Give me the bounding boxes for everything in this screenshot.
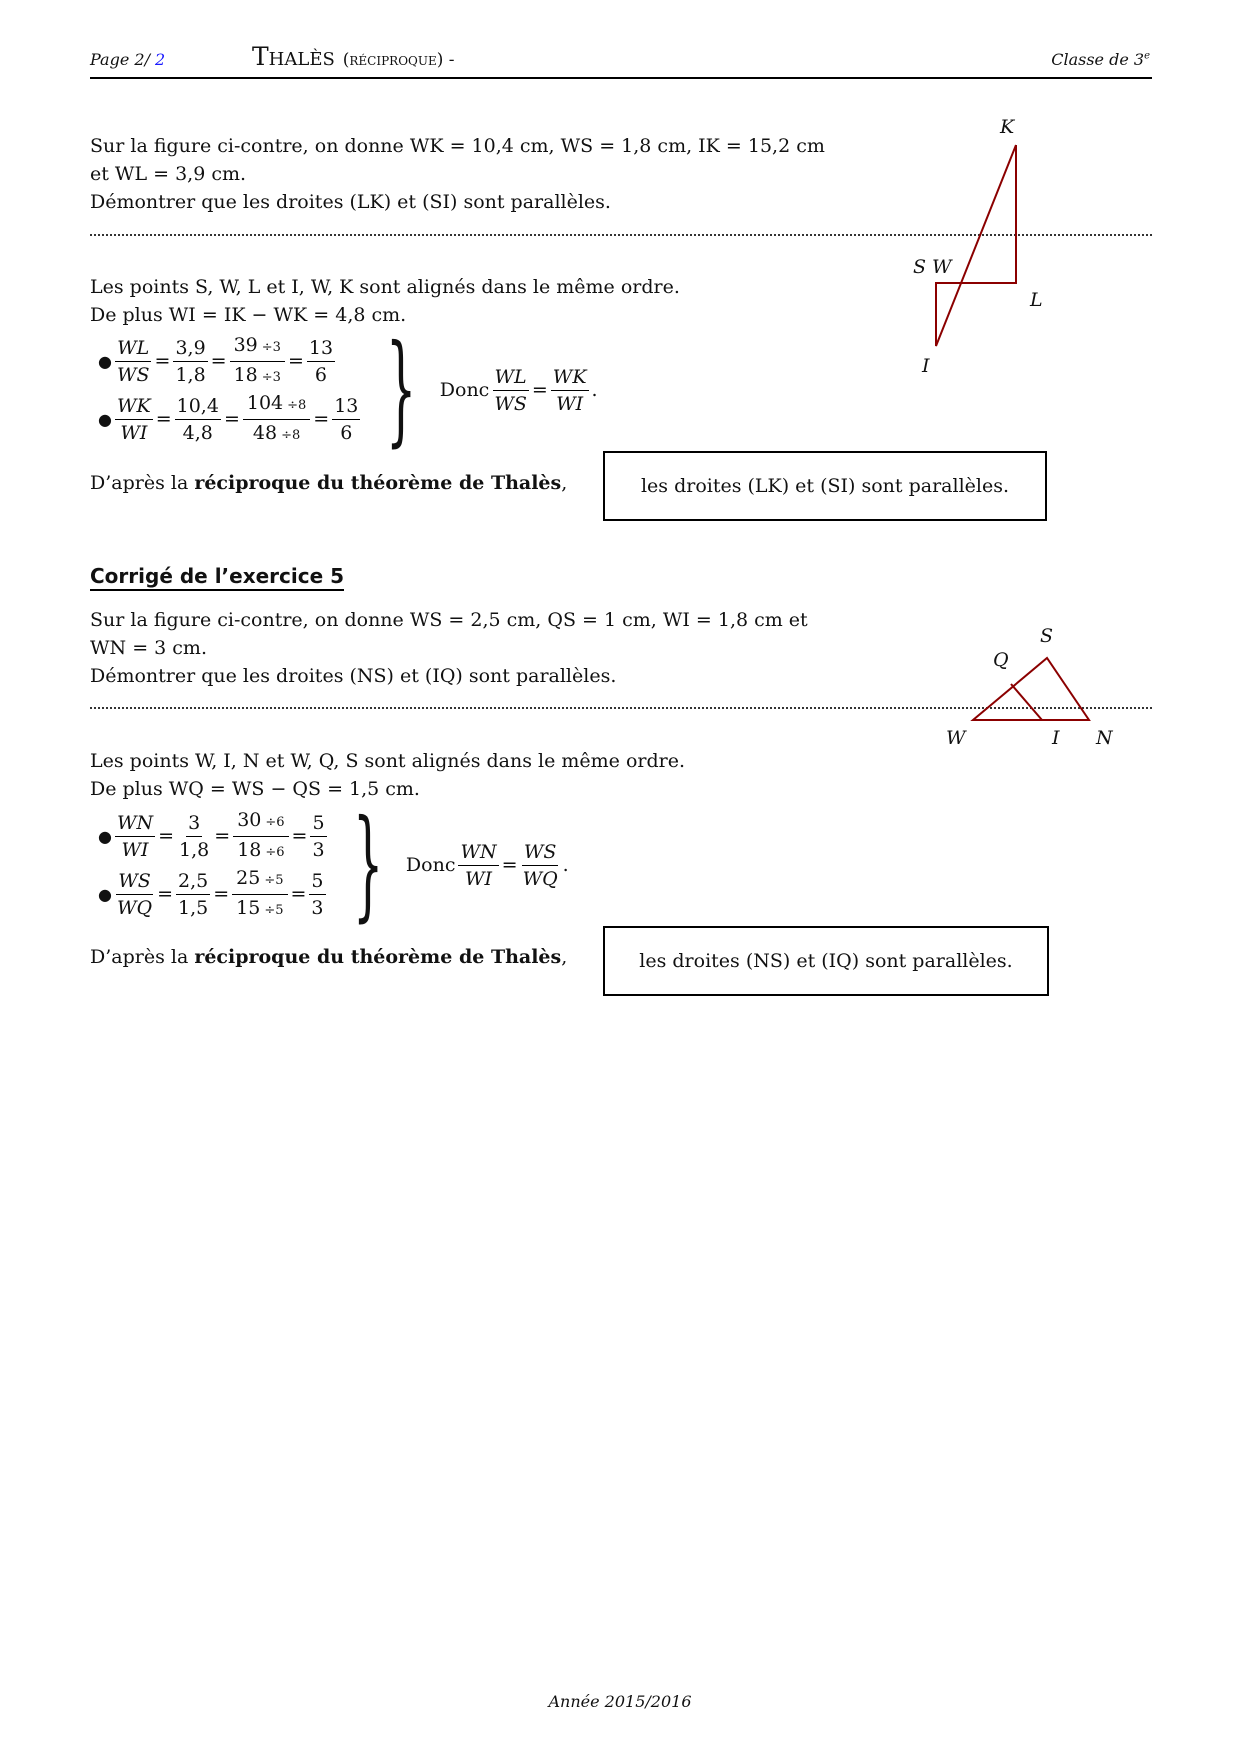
text-fragment: 5 [310, 810, 326, 837]
class-label [1051, 50, 1150, 69]
text-fragment: WS [522, 839, 559, 866]
text-fragment [249, 420, 304, 449]
text-fragment: 25 [236, 866, 261, 889]
fraction [551, 364, 589, 417]
label-I: I [1052, 727, 1060, 749]
class-sup: e [1144, 50, 1150, 62]
text-fragment: ÷6 [265, 814, 285, 830]
text-fragment [936, 145, 1016, 346]
fraction [115, 868, 154, 921]
ex5-aligned [90, 747, 685, 803]
fraction [492, 364, 529, 417]
text-fragment: ÷8 [281, 427, 301, 443]
text-fragment: réciproque du théorème de Thalès [194, 946, 562, 968]
text-fragment: 39 [233, 333, 258, 356]
ex4-conclusion-box [603, 451, 1047, 521]
text-fragment [230, 362, 285, 391]
ex4-ratios: ● $\frac{WL}{WS}$ = $\frac{3,9}{1,8}$ = $\frac{39 \div 3}{18 \div 3}$ = $\frac{13}{6}$ ● $\frac{WK}{WI}$ = $\frac{10,4}{4,8}$ = $\frac{104 \div 8}{48 \div 8}$ = $\frac{13}{6}$ } Donc $\frac{WL}{WS}$ = $\frac{WK}{WI}$ . [98, 320, 598, 459]
ex4-statement [90, 132, 825, 216]
text-fragment: 48 [252, 421, 278, 444]
ratio-row: ● $\frac{WN}{WI}$ = $\frac{3}{1,8}$ = $\frac{30 \div 6}{18 \div 6}$ = $\frac{5}{3}$ [98, 807, 330, 865]
text-fragment: WK [551, 364, 589, 391]
ratio-row: ● $\frac{WK}{WI}$ = $\frac{10,4}{4,8}$ = $\frac{104 \div 8}{48 \div 8}$ = $\frac{13}{6}$ [98, 390, 363, 448]
deplus-text: De plus WI = IK − WK = 4,8 cm. [90, 304, 407, 326]
statement-line: WN = 3 cm. [90, 637, 207, 659]
class-text: Classe de 3 [1051, 50, 1145, 69]
text-fragment: 1,5 [178, 896, 209, 919]
text-fragment: WS [494, 392, 527, 415]
text-fragment [232, 865, 287, 895]
label-I: I [922, 355, 930, 377]
fraction [310, 810, 326, 863]
text-fragment: 10,4 [175, 393, 221, 420]
deplus-text: De plus WQ = WS − QS = 1,5 cm. [90, 778, 420, 800]
ex5-conclusion-box [603, 926, 1049, 996]
label-Q: Q [993, 649, 1009, 671]
fraction [230, 332, 285, 391]
text-fragment: D’après la [90, 472, 195, 494]
fraction [243, 390, 310, 449]
text-fragment: 13 [332, 393, 360, 420]
text-fragment: 18 [233, 363, 258, 386]
text-fragment: WQ [522, 867, 558, 890]
text-fragment: WS [116, 363, 150, 386]
label-N: N [1096, 727, 1113, 749]
text-fragment: ÷6 [265, 844, 285, 860]
text-fragment: 30 [237, 808, 262, 831]
ratio-rows [98, 807, 330, 923]
ex5-statement [90, 606, 808, 690]
page-prefix: Page 2/ [90, 50, 156, 69]
doc-title [252, 42, 455, 71]
page-number [90, 50, 165, 69]
statement-line: Démontrer que les droites (NS) et (IQ) sont parallèles. [90, 665, 617, 687]
statement-line: Sur la figure ci-contre, on donne WS = 2,5 cm, QS = 1 cm, WI = 1,8 cm et [90, 609, 808, 631]
text-fragment [973, 658, 1089, 720]
text-fragment: 5 [309, 868, 325, 895]
text-fragment: ÷3 [261, 369, 281, 385]
text-fragment: ● [98, 409, 112, 429]
fraction [309, 868, 325, 921]
subtitle-text: (réciproque) - [342, 50, 455, 70]
label-L: L [1030, 289, 1043, 311]
text-fragment: 18 [237, 838, 262, 861]
fraction [332, 393, 360, 446]
text-fragment: 6 [340, 421, 353, 444]
donc-text: Donc [439, 379, 490, 401]
text-fragment: ÷8 [287, 397, 307, 413]
text-fragment [1011, 684, 1042, 720]
header-rule [90, 77, 1152, 79]
fraction [176, 868, 210, 921]
ex5-conclusion-prefix: D’après la réciproque du théorème de Thalès, [90, 946, 568, 968]
fraction [458, 839, 498, 892]
text-fragment: ÷3 [261, 339, 281, 355]
ex5-ratios: ● $\frac{WN}{WI}$ = $\frac{3}{1,8}$ = $\frac{30 \div 6}{18 \div 6}$ = $\frac{5}{3}$ ● $\frac{WS}{WQ}$ = $\frac{2,5}{1,5}$ = $\frac{25 \div 5}{15 \div 5}$ = $\frac{5}{3}$ } Donc $\frac{WN}{WI}$ = $\frac{WS}{WQ}$ . [98, 795, 569, 934]
text-fragment: D’après la [90, 946, 195, 968]
text-fragment: 15 [236, 896, 261, 919]
ex5-title: Corrigé de l’exercice 5 [90, 564, 344, 591]
text-fragment: WK [115, 393, 153, 420]
text-fragment: 3 [311, 896, 324, 919]
text-fragment: 2,5 [176, 868, 210, 895]
aligned-text: Les points S, W, L et I, W, K sont alignés dans le même ordre. [90, 276, 680, 298]
fraction [173, 335, 207, 388]
text-fragment: ● [98, 351, 112, 371]
statement-line: Démontrer que les droites (LK) et (SI) sont parallèles. [90, 191, 611, 213]
text-fragment: 13 [307, 335, 335, 362]
text-fragment: 6 [314, 363, 327, 386]
text-fragment [233, 807, 288, 837]
fraction [521, 839, 560, 892]
text-fragment: ● [98, 884, 112, 904]
text-fragment [230, 332, 285, 362]
fraction [115, 335, 152, 388]
text-fragment: les droites (LK) et (SI) sont parallèles. [640, 475, 1010, 497]
fraction [177, 810, 211, 863]
text-fragment: ● [98, 826, 112, 846]
text-fragment: WN [458, 839, 498, 866]
text-fragment: 3,9 [173, 335, 207, 362]
donc-text: Donc [405, 854, 456, 876]
text-fragment [233, 837, 288, 866]
ex4-conclusion-prefix: D’après la réciproque du théorème de Thalès, [90, 472, 568, 494]
text-fragment [243, 390, 310, 420]
label-SW: S W [913, 256, 952, 278]
text-fragment: 104 [246, 391, 284, 414]
page-total-link[interactable]: 2 [155, 50, 166, 69]
text-fragment [232, 895, 287, 924]
label-K: K [1000, 116, 1015, 138]
text-fragment: 1,8 [179, 838, 210, 861]
fraction [232, 865, 287, 924]
text-fragment: 3 [312, 838, 325, 861]
fraction [175, 393, 221, 446]
fraction [233, 807, 288, 866]
text-fragment: 4,8 [182, 421, 213, 444]
label-S: S [1040, 625, 1054, 647]
text-fragment: WS [116, 868, 153, 895]
text-fragment: ÷5 [264, 872, 284, 888]
right-brace: } [386, 320, 417, 459]
label-W: W [946, 727, 966, 749]
ex4-figure [880, 100, 1080, 390]
title-text: Thalès [252, 42, 335, 71]
ratio-rows [98, 332, 363, 448]
text-fragment: WL [115, 335, 151, 362]
footer-year: Année 2015/2016 [548, 1692, 692, 1711]
ratio-row: ● $\frac{WS}{WQ}$ = $\frac{2,5}{1,5}$ = $\frac{25 \div 5}{15 \div 5}$ = $\frac{5}{3}$ [98, 865, 330, 923]
aligned-text: Les points W, I, N et W, Q, S sont alignés dans le même ordre. [90, 750, 686, 772]
fraction [307, 335, 335, 388]
text-fragment: 1,8 [175, 363, 206, 386]
text-fragment: réciproque du théorème de Thalès [194, 472, 562, 494]
ex5-figure [930, 620, 1130, 750]
text-fragment: WI [465, 867, 493, 890]
right-brace: } [352, 795, 384, 934]
text-fragment: WI [121, 838, 149, 861]
text-fragment: WI [120, 421, 148, 444]
text-fragment: 3 [186, 810, 202, 837]
statement-line: Sur la figure ci-contre, on donne WK = 10,4 cm, WS = 1,8 cm, IK = 15,2 cm [90, 135, 825, 157]
fraction [115, 393, 153, 446]
text-fragment: WL [493, 364, 529, 391]
text-fragment: WQ [116, 896, 153, 919]
ratio-row: ● $\frac{WL}{WS}$ = $\frac{3,9}{1,8}$ = $\frac{39 \div 3}{18 \div 3}$ = $\frac{13}{6}$ [98, 332, 363, 390]
text-fragment: ÷5 [264, 902, 284, 918]
text-fragment: WN [115, 810, 155, 837]
statement-line: et WL = 3,9 cm. [90, 163, 247, 185]
text-fragment: les droites (NS) et (IQ) sont parallèles. [639, 950, 1013, 972]
fraction [115, 810, 155, 863]
text-fragment: WI [556, 392, 584, 415]
